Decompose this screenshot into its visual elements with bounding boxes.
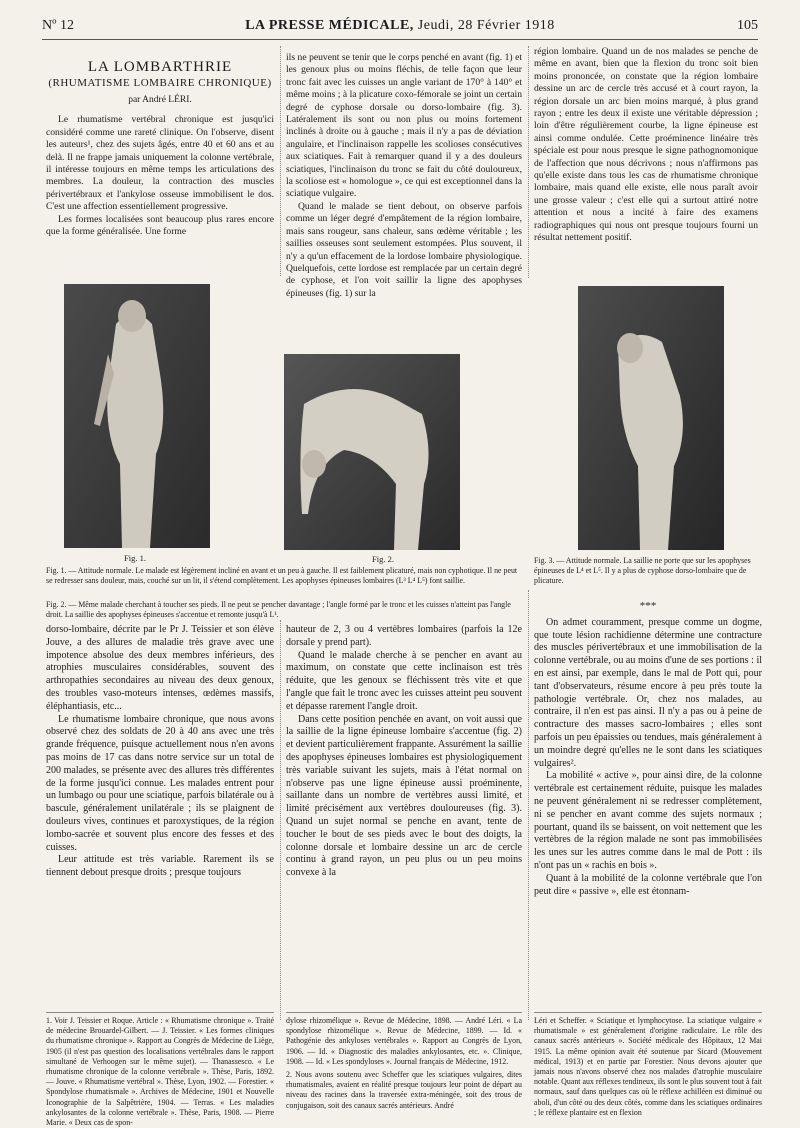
footnote-column-2 — [286, 1016, 522, 1110]
paragraph: Leur attitude est très variable. Rarement ils se tiennent debout presque droits ; presque toujours — [46, 854, 274, 879]
paragraph: Dans cette position penchée en avant, on voit aussi que la saillie de la ligne épineuse lombaire s'accentue (fig. 2) et devient particulièrement frappante. Assurément la saillie des apophyses épineuses lombaires est physiologiquement très variable suivant les sujets, mais à l'état normal on n'observe pas une ligne épineuse aussi proéminente, saillante dans un nombre de vertèbres aussi limité, et limité précisément aux vertèbres douloureuses (fig. 3). Quand un sujet normal se penche en avant, tente de toucher le bout de ses pieds avec le bout des doigts, la colonne dorsale et lombaire dessine un arc de cercle continu à grand rayon, un peu plus ou un peu moins convexe à la — [286, 713, 522, 879]
column-separator — [528, 46, 529, 278]
header-rule — [42, 39, 758, 40]
article-author: par André LÉRI. — [128, 95, 192, 105]
patient-posture-photo — [578, 286, 724, 550]
paragraph: Quand le malade cherche à se pencher en avant au maximum, on constate que cette inclinaison est très réduite, que les genoux se fléchissent très vite et que l'angle que fait le tronc avec les cuisses atteint peu souvent et dépasse rarement l'angle droit. — [286, 649, 522, 712]
column-separator — [528, 590, 529, 1020]
patient-bending-photo — [284, 354, 460, 550]
column-separator — [280, 620, 281, 1020]
figure-1-caption: Fig. 1. — Attitude normale. Le malade est légèrement incliné en avant et un peu à gauche. Il est faiblement plicaturé, mais non cyphotique. Il ne peut se redresser sans douleur, mais, couché sur un lit, il s'étend complètement. Les apophyses épineuses lombaires (L³ L⁴ L⁵) font saillie. — [46, 566, 518, 586]
section-separator: *** — [639, 600, 657, 612]
column-separator — [280, 46, 281, 276]
footnote: Léri et Scheffer. « Sciatique et lymphocytose. La sciatique vulgaire « rhumatismale » est généralement d'origine radiculaire. Le rôle des canaux sacrés antérieurs ». Société médicale des Hôpitaux, 12 Mai 1915. La même opinion avait été soutenue par Sicard (Mouvement médical, 1913) et en partie par Forestier. Nous devons ajouter que jamais nous n'avons observé chez nos malades d'atrophie musculaire notable. Quant aux réflexes tendineux, ils sont le plus souvent tout à fait normaux, sauf dans quelques cas où le réflexe achilléen est diminué ou aboli, d'un côté ou des deux côtés, comme dans les sciatiques ordinaires ; le réflexe plantaire est en flexion — [534, 1016, 762, 1117]
paragraph: hauteur de 2, 3 ou 4 vertèbres lombaires (parfois la 12e dorsale y prend part). — [286, 624, 522, 648]
footnote-column-3 — [534, 1016, 762, 1117]
paragraph: On admet couramment, presque comme un dogme, que toute lésion rachidienne détermine une contracture des muscles périvertébraux et une immobilisation de la colonne vertébrale, ou au moins d'une de ses portions : il en est ainsi, par exemple, dans le mal de Pott qui, pour tant d'observateurs, résume encore à peu près toute la pathologie vertébrale. Or, chez nos malades, au contraire, il n'en est pas ainsi. Il n'y a pas ou à peine de contracture des masses sacro-lombaires ; elles sont parfois un peu épaissies ou tendues, mais généralement à un moindre degré qu'elles ne le sont dans les sciatiques vulgaires². — [534, 616, 762, 769]
column-2-bottom — [286, 624, 522, 1008]
column-1-bottom — [46, 624, 274, 1008]
article-title: LA LOMBARTHRIE — [87, 59, 233, 75]
patient-standing-photo — [64, 284, 210, 548]
footnote: 1. Voir J. Teissier et Roque. Article : « Rhumatisme chronique ». Traité de médecine Brouardel-Gilbert. — J. Teissier. « Les formes cliniques du rhumatisme chronique ». Rapport au Congrès de Médecine de Liège, 1905 (il n'est pas question des localisations vertébrales dans le rapport simultané de Verhoogen sur le même sujet). — Thanassesco. « Le rhumatisme chronique de la colonne vertébrale ». Thèse, Paris, 1892. — Jouve. « Rhumatisme vertébral ». Thèse, Lyon, 1902. — Forestier. « Spondylose rhumatismale ». Archives de Médecine, 1901 et Nouvelle Iconographie de la Salpêtrière, 1904. — Terras. « Les maladies ankylosantes de la colonne vertébrale ». Thèse, Paris, 1908. — Pierre Marie. « Deux cas de spon- — [46, 1016, 274, 1128]
figure-3-photo — [578, 286, 724, 550]
page-number-right: 105 — [737, 18, 758, 33]
footnote-rule — [46, 1012, 274, 1013]
figure-3-caption — [534, 556, 762, 587]
column-3-top — [534, 46, 758, 286]
figure-3-label: Fig. 3. — [534, 556, 555, 565]
article-subtitle: (RHUMATISME LOMBAIRE CHRONIQUE) — [48, 77, 272, 89]
footnote: 2. Nous avons soutenu avec Scheffer que les sciatiques vulgaires, dites rhumatismales, avaient en réalité presque toujours leur point de départ au niveau des racines dans la traversée extra-méningée, soit des trous de conjugaison, soit des canaux sacrés antérieurs. André — [286, 1070, 522, 1110]
paragraph: Quant à la mobilité de la colonne vertébrale que l'on peut dire « passive », elle est étonnam- — [534, 872, 762, 897]
journal-name: LA PRESSE MÉDICALE, — [245, 18, 414, 33]
paragraph: ils ne peuvent se tenir que le corps penché en avant (fig. 1) et les genoux plus ou moins fléchis, de telle façon que leur tronc fait avec les cuisses un angle variant de 170° à 140° et même moins ; à la plicature coxo-fémorale se joint un certain degré de cyphose dorsale ou dorso-lombaire (fig. 3). Latéralement ils sont ou non plus ou moins fortement inclinés à droite ou à gauche ; mais il n'y a pas de déviation angulaire, et l'inclinaison rappelle les scolioses consécutives aux sciatiques. Fait à remarquer quand il y a des douleurs sciatiques, l'inclinaison du tronc se fait du côté douloureux, la scoliose est « homologue », ce qui est exceptionnel dans la sciatique vulgaire. — [286, 52, 522, 200]
page-header — [42, 18, 758, 38]
paragraph: Le rhumatisme lombaire chronique, que nous avons observé chez des soldats de 20 à 40 ans avec une très grande fréquence, puisque actuellement nous n'en avons pas moins de 17 cas dans notre service sur un total de 200 malades, se présente avec des allures très différentes de la forme jusqu'ici connue. Les malades entrent pour un lumbago ou pour une sciatique, parfois bilatérale ou à bascule, généralement unilatérale ; ils se plaignent de douleurs vives, continues et paroxystiques, de la région lombo-sacrée et souvent plus encore des fesses et des cuisses. — [46, 713, 274, 853]
footnote-rule — [286, 1012, 522, 1013]
footnote-rule — [534, 1012, 762, 1013]
footnote: dylose rhizomélique ». Revue de Médecine, 1898. — André Léri. « La spondylose rhizomélique ». Revue de Médecine, 1899. — Id. « Pathogénie des ankyloses vertébrales ». Rapport au Congrès de Lyon, 1906. — Id. « Diagnostic des maladies ankylosantes, etc. ». Clinique, 1908. — Id. « Les spondyloses ». Journal français de Médecine, 1912. — [286, 1016, 522, 1066]
column-1-top — [46, 58, 274, 280]
figure-3-caption-text: — Attitude normale. La saillie ne porte que sur les apophyses épineuses de L⁴ et L⁵. Il y a plus de cyphose dorso-lombaire que de plicature. — [534, 556, 751, 586]
paragraph: Les formes localisées sont beaucoup plus rares encore que la forme généralisée. Une forme — [46, 213, 274, 238]
paragraph: Quand le malade se tient debout, on observe parfois comme un léger degré d'empâtement de la région lombaire, mais sans rougeur, sans chaleur, sans œdème véritable ; les saillies osseuses sont seulement estompées. Plus souvent, il n'y a qu'un effacement de la lordose lombaire physiologique. Quelquefois, cette lordose est remplacée par un certain degré de cyphose, et l'on voit saillir la ligne des apophyses épineuses (fig. 1) sur la — [286, 200, 522, 299]
figure-2-caption: Fig. 2. — Même malade cherchant à toucher ses pieds. Il ne peut se pencher davantage ; l'angle formé par le tronc et les cuisses n'atteint pas l'angle droit. La saillie des apophyses épineuses s'accentue et remonte jusqu'à L¹. — [46, 600, 511, 620]
column-3-bottom — [534, 594, 762, 1008]
issue-date: Jeudi, 28 Février 1918 — [417, 18, 555, 33]
figure-2-photo — [284, 354, 460, 550]
footnote-column-1 — [46, 1016, 274, 1128]
page-number: Nº 12 — [42, 18, 74, 33]
paragraph: région lombaire. Quand un de nos malades se penche de même en avant, bien que la flexion du tronc soit bien moins prononcée, on constate que la région lombaire dessine un arc de cercle très accusé et à court rayon, la région dorsale un arc bien moins marqué, à plus grand rayon ; entre les deux il existe une véritable dépression ; loin d'être régulièrement courbe, la ligne épineuse est ainsi comme ondulée. Cette proéminence linéaire très spéciale est pour nous presque le signe pathognomonique de l'affection que nous décrivons ; nous n'affirmons pas qu'elle existe dans tous les cas de rhumatisme chronique lombaire, mais quand elle existe, elle nous paraît avoir une grosse valeur ; c'est elle qui a surtout attiré notre attention et nous a incité à faire des examens radiographiques qui nous ont presque toujours fourni un résultat nettement positif. — [534, 46, 758, 244]
figure-2-label: Fig. 2. — [372, 554, 394, 564]
paragraph: dorso-lombaire, décrite par le Pr J. Teissier et son élève Jouve, a des allures de maladie très grave avec une impotence absolue des deux membres inférieurs, des atrophies musculaires considérables, souvent des arthropathies secondaires au niveau des deux genoux, des troubles vaso-moteurs intenses, œdèmes massifs, éléphantiasis, etc... — [46, 624, 274, 712]
figure-1-label: Fig. 1. — [124, 553, 146, 563]
paragraph: Le rhumatisme vertébral chronique est jusqu'ici considéré comme une rareté clinique. On l'observe, disent les auteurs¹, chez des sujets âgés, entre 40 et 60 ans et au delà. Il ne frappe jamais uniquement la colonne vertébrale, il intéresse toujours en même temps les articulations des membres. La douleur, la contraction des muscles périvertébraux et l'ankylose osseuse immobilisent le dos. C'est une affection essentiellement progressive. — [46, 114, 274, 213]
column-2-top — [286, 52, 522, 332]
paragraph: La mobilité « active », pour ainsi dire, de la colonne vertébrale est certainement réduite, puisque les malades ne peuvent généralement ni se redresser complètement, ni se pencher en avant comme des sujets normaux ; pourtant, quand ils se baissent, on voit nettement que les vertèbres de la région malade ne sont pas immobilisées les unes sur les autres comme dans le mal de Pott : ils n'ont pas un « rachis en bois ». — [534, 770, 762, 871]
masthead — [42, 18, 758, 34]
figure-1-photo — [64, 284, 210, 548]
